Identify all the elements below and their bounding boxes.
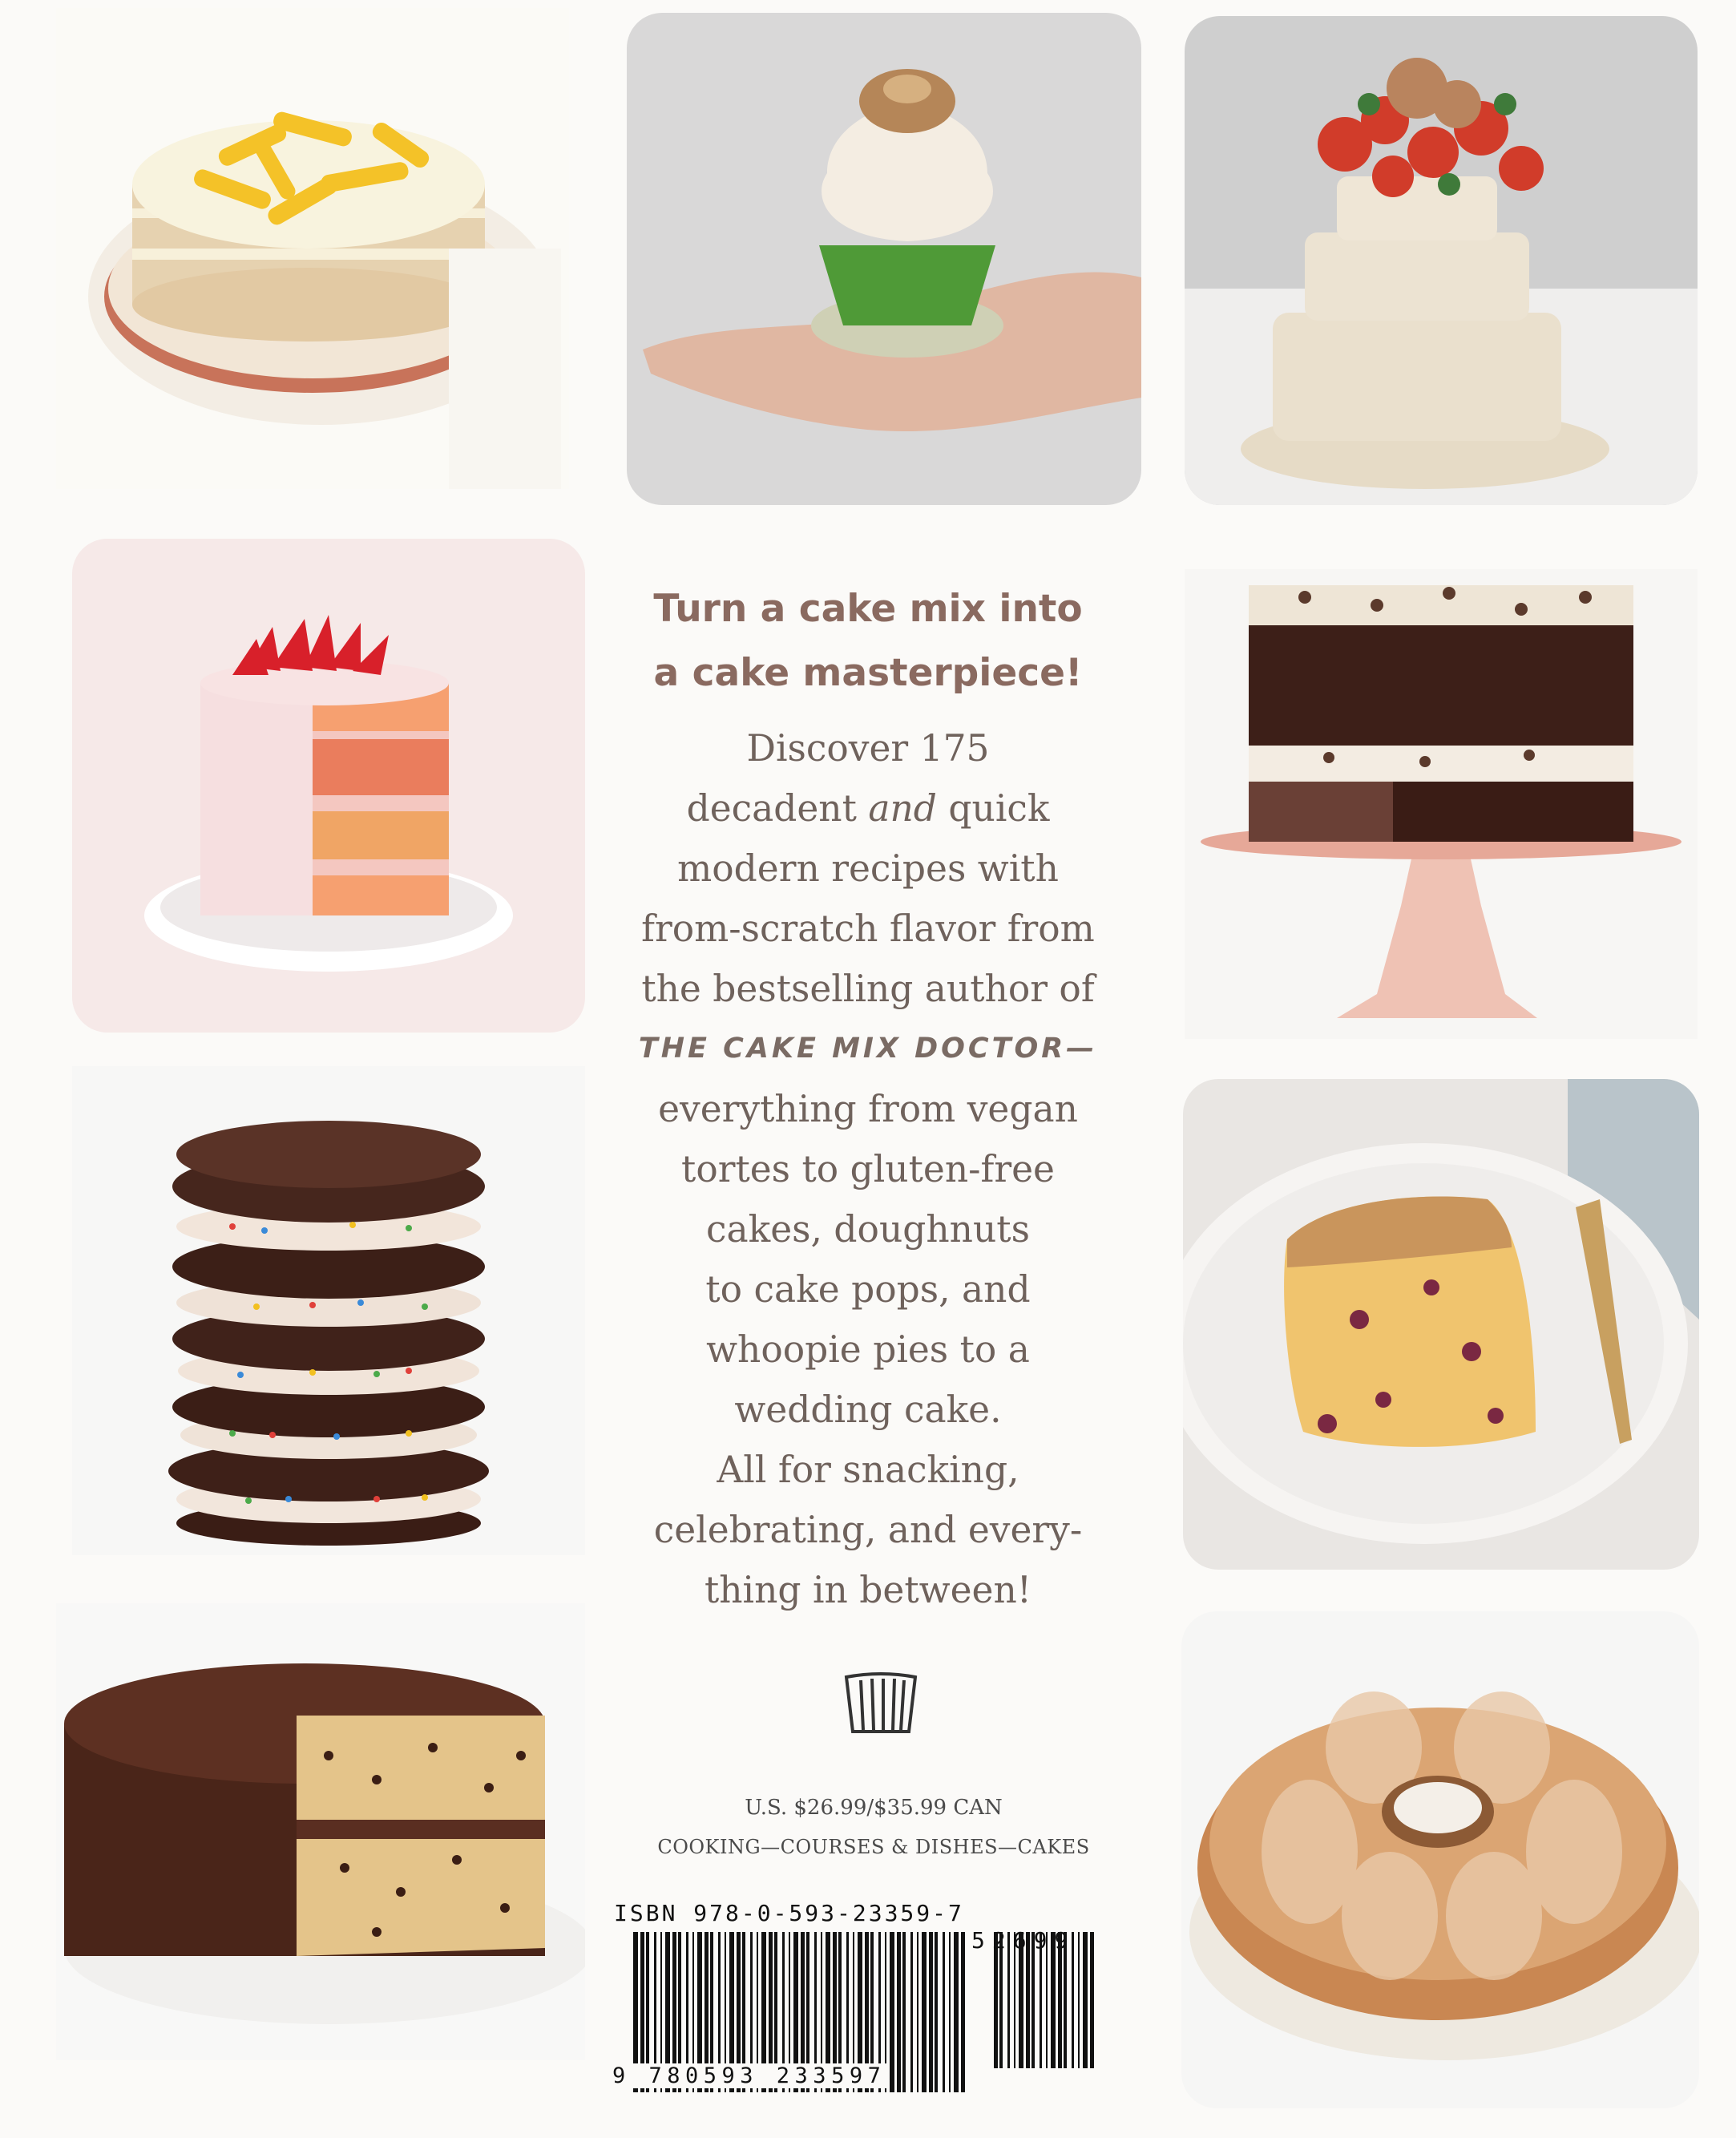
- barcode-bar: [935, 1932, 938, 2092]
- blurb-emphasis: and: [868, 787, 937, 830]
- blurb-line: the bestselling author of: [641, 968, 1095, 1010]
- chocolate-chip-cake-photo: [56, 1603, 585, 2060]
- barcode-bar: [922, 1932, 927, 2092]
- barcode-bar: [917, 1932, 918, 2092]
- blurb-line: from-scratch flavor from: [641, 907, 1095, 950]
- blurb-line: to cake pops, and: [705, 1268, 1031, 1311]
- barcode-bar: [949, 1932, 951, 2092]
- barcode-bar: [1078, 1932, 1080, 2068]
- chocolate-sheet-cake-on-stand-photo: [1185, 569, 1698, 1039]
- blurb-line: whoopie pies to a: [706, 1328, 1030, 1371]
- barcode-bar: [1090, 1932, 1094, 2068]
- blurb-line: celebrating, and every-: [653, 1509, 1083, 1551]
- barcode-bar: [929, 1932, 933, 2092]
- layer-cake-with-mango-photo: [56, 8, 569, 489]
- barcode-bar: [897, 1932, 901, 2092]
- barcode-digits: 9 780593 233597: [612, 2063, 886, 2088]
- blurb-line: wedding cake.: [734, 1388, 1002, 1431]
- headline-line-1: Turn a cake mix into: [653, 587, 1083, 631]
- headline-line-2: a cake masterpiece!: [653, 651, 1083, 695]
- blurb-line: thing in between!: [704, 1569, 1032, 1611]
- sprinkle-sandwich-cookies-photo: [72, 1066, 585, 1555]
- barcode-bar: [1083, 1932, 1088, 2068]
- strawberry-layer-cake-photo: [72, 539, 585, 1033]
- blurb-line: tortes to gluten-free: [681, 1148, 1055, 1190]
- headline: [609, 577, 1127, 705]
- back-cover-copy: [609, 577, 1127, 1620]
- blurb-line: Discover 175: [746, 727, 990, 770]
- barcode-bar: [943, 1932, 945, 2092]
- price-code: 52699: [971, 1927, 1076, 1954]
- blurb-line: [609, 778, 1127, 839]
- cupcake-liner-icon: [843, 1672, 918, 1735]
- price-line: U.S. $26.99/$35.99 CAN: [745, 1796, 1003, 1820]
- barcode-bar: [961, 1932, 965, 2092]
- cupcake-on-hand-photo: [627, 13, 1141, 505]
- isbn-label: ISBN 978-0-593-23359-7: [614, 1900, 964, 1926]
- blurb: [609, 718, 1127, 1620]
- barcode-bar: [890, 1932, 894, 2092]
- blurb-text: quick: [936, 787, 1050, 830]
- book-title-reference: THE CAKE MIX DOCTOR—: [638, 1033, 1098, 1065]
- barcode-bar: [954, 1932, 959, 2092]
- berry-coffee-cake-photo: [1183, 1079, 1699, 1570]
- blurb-line: cakes, doughnuts: [706, 1208, 1030, 1251]
- blurb-line: everything from vegan: [658, 1088, 1078, 1130]
- barcode-bar: [902, 1932, 906, 2092]
- blurb-line: All for snacking,: [717, 1449, 1019, 1491]
- barcode-bar: [910, 1932, 913, 2092]
- blurb-text: decadent: [686, 787, 869, 830]
- flower-topped-tiered-cake-photo: [1185, 16, 1698, 505]
- category-line: COOKING—COURSES & DISHES—CAKES: [657, 1836, 1090, 1858]
- blurb-line: modern recipes with: [677, 847, 1059, 890]
- bundt-cake-photo: [1181, 1611, 1699, 2108]
